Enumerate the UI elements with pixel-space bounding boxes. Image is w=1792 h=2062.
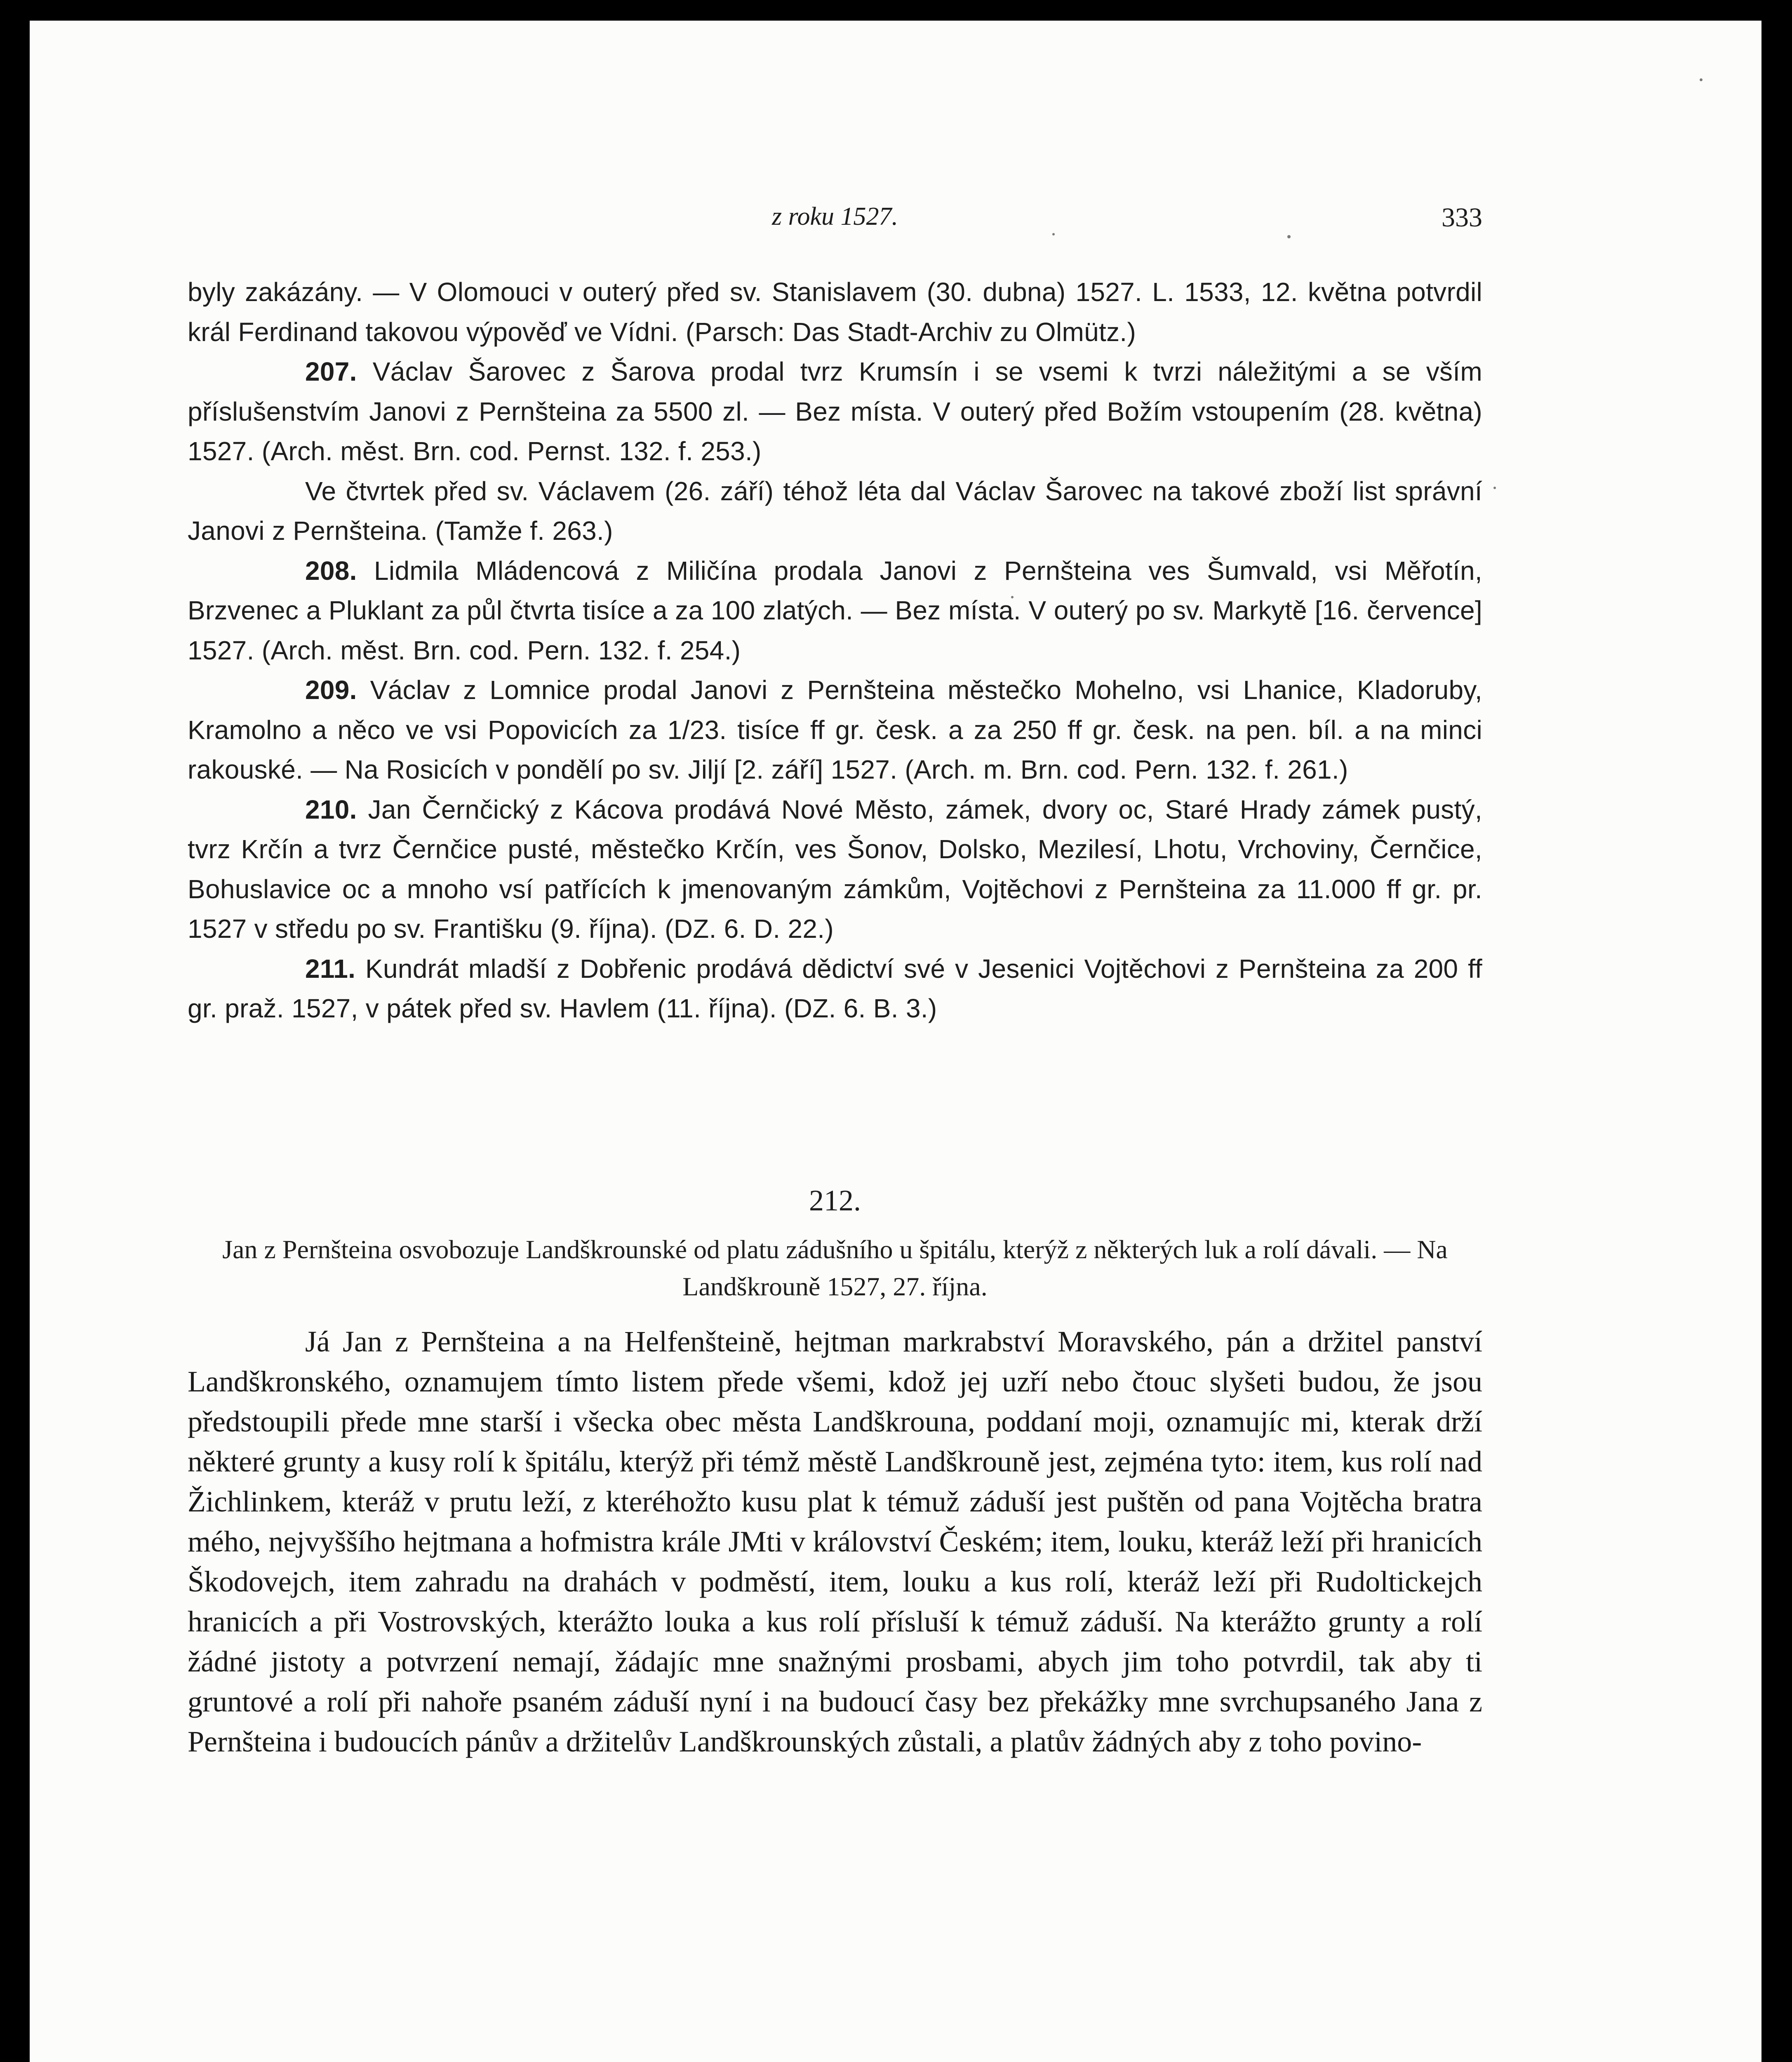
entry-text: Ve čtvrtek před sv. Václavem (26. září) téhož léta dal Václav Šarovec na takové zboží list správní Janovi z Pernšteina. (Tamže f. 263.) xyxy=(188,476,1482,546)
entry-text: byly zakázány. — V Olomouci v outerý před sv. Stanislavem (30. dubna) 1527. L. 1533, 12. května potvrdil král Ferdinand takovou výpověď ve Vídni. (Parsch: Das Stadt-Archiv zu Olmütz.) xyxy=(188,277,1482,347)
entry-number: 210. xyxy=(305,794,357,824)
document-number: 212. xyxy=(809,1184,861,1217)
paper-speck xyxy=(1493,487,1496,489)
document-regest: Jan z Pernšteina osvobozuje Landškrounské od platu zádušního u špitálu, kterýž z některých luk a rolí dávali. — Na Landškrouně 1527, 27. října. xyxy=(222,1235,1448,1301)
running-title: z roku 1527. xyxy=(772,202,898,231)
entry-number: 208. xyxy=(305,556,357,586)
entry-208 xyxy=(188,551,1482,671)
entry-211 xyxy=(188,949,1482,1029)
entry-number: 211. xyxy=(305,953,356,984)
document-body-paragraph: Já Jan z Pernšteina a na Helfenšteině, hejtman markrabství Moravského, pán a držitel panství Landškronského, oznamujem tímto listem přede všemi, kdož jej uzří nebo čtouc slyšeti budou, že jsou předstoupili přede mne starší i všecka obec města Landškrouna, poddaní moji, oznamujíc mi, kterak drží některé grunty a kusy rolí k špitálu, kterýž při témž městě Landškrouně jest, zejména tyto: item, kus rolí nad Žichlinkem, kteráž v prutu leží, z kteréhožto kusu plat k témuž záduší jest puštěn od pana Vojtěcha bratra mého, nejvyššího hejtmana a hofmistra krále JMti v království Českém; item, louku, kteráž leží při hranicích Škodovejch, item zahradu na drahách v podměstí, item, louku a kus rolí, kteráž leží při Rudoltickejch hranicích a při Vostrovských, kterážto louka a kus rolí přísluší k témuž záduší. Na kterážto grunty a rolí žádné jistoty a potvrzení nemají, žádajíc mne snažnými prosbami, abych jim toho potvrdil, tak aby ti gruntové a rolí při nahoře psaném záduší nyní i na budoucí časy bez překážky mne svrchupsaného Jana z Pernšteina i budoucích pánův a držitelův Landškrounských zůstali, a platův žádných aby z toho povino- xyxy=(188,1325,1482,1758)
entry-207 xyxy=(188,352,1482,471)
entry-number: 209. xyxy=(305,675,357,705)
entries-section xyxy=(188,272,1482,1029)
entry-text: Lidmila Mládencová z Miličína prodala Janovi z Pernšteina ves Šumvald, vsi Měřotín, Brzvenec a Pluklant za půl čtvrta tisíce a za 100 zlatých. — Bez místa. V outerý po sv. Markytě [16. července] 1527. (Arch. měst. Brn. cod. Pern. 132. f. 254.) xyxy=(188,556,1482,665)
document-body xyxy=(188,1322,1482,1762)
entry-209 xyxy=(188,670,1482,790)
entry-207-note xyxy=(188,471,1482,551)
entry-text: Jan Černčický z Kácova prodává Nové Město, zámek, dvory oc, Staré Hrady zámek pustý, tvrz Krčín a tvrz Černčice pusté, městečko Krčín, ves Šonov, Dolsko, Mezilesí, Lhotu, Vrchoviny, Černčice, Bohuslavice oc a mnoho vsí patřících k jmenovaným zámkům, Vojtěchovi z Pernšteina za 11.000 ff gr. pr. 1527 v středu po sv. Františku (9. října). (DZ. 6. D. 22.) xyxy=(188,794,1482,944)
entry-text: Václav Šarovec z Šarova prodal tvrz Krumsín i se vsemi k tvrzi náležitými a se vším příslušenstvím Janovi z Pernšteina za 5500 zl. — Bez místa. V outerý před Božím vstoupením (28. května) 1527. (Arch. měst. Brn. cod. Pernst. 132. f. 253.) xyxy=(188,357,1482,466)
entry-text: Kundrát mladší z Dobřenic prodává dědictví své v Jesenici Vojtěchovi z Pernšteina za 200 ff gr. praž. 1527, v pátek před sv. Havlem (11. října). (DZ. 6. B. 3.) xyxy=(188,953,1482,1023)
page-header xyxy=(188,202,1482,239)
entry-number: 207. xyxy=(305,357,357,386)
entry-206-continuation xyxy=(188,272,1482,352)
entry-text: Václav z Lomnice prodal Janovi z Pernšteina městečko Mohelno, vsi Lhanice, Kladoruby, Kramolno a něco ve vsi Popovicích za 1/23. tisíce ff gr. česk. a za 250 ff gr. česk. na pen. bíl. a na minci rakouské. — Na Rosicích v pondělí po sv. Jiljí [2. září] 1527. (Arch. m. Brn. cod. Pern. 132. f. 261.) xyxy=(188,675,1483,784)
page-number: 333 xyxy=(1442,202,1482,233)
paper-speck xyxy=(1700,78,1703,81)
entry-210 xyxy=(188,790,1482,949)
